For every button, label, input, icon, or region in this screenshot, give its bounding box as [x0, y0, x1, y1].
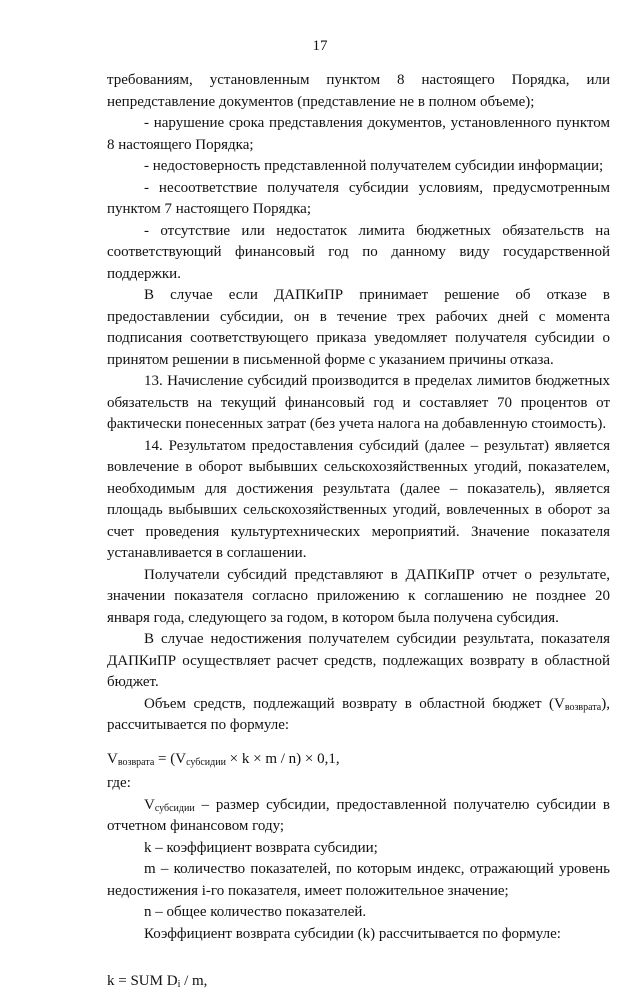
subscript: субсидии — [186, 756, 226, 768]
formula-symbol: V — [144, 796, 155, 813]
subscript: возврата — [117, 756, 155, 768]
paragraph: - нарушение срока представления документов, установленного пунктом 8 настоящего Порядка; — [107, 115, 610, 153]
paragraph: 13. Начисление субсидий производится в пределах лимитов бюджетных обязательств на текущий финансовый год и составляет 70 процентов от фактически понесенных затрат (без учета налога на добавленную стоимость). — [107, 373, 610, 432]
subscript: субсидии — [154, 802, 195, 814]
formula-return — [107, 749, 610, 771]
paragraph: - недостоверность представленной получателем субсидии информации; — [144, 158, 604, 174]
paragraph: Коэффициент возврата субсидии (k) рассчитывается по формуле: — [144, 925, 561, 942]
paragraph: - отсутствие или недостаток лимита бюджетных обязательств на соответствующий финансовый год по данному виду государственной поддержки. — [107, 222, 610, 282]
document-body — [107, 70, 610, 993]
paragraph: требованиям, установленным пунктом 8 настоящего Порядка, или непредставление документов (представление не в полном объеме); — [107, 72, 610, 110]
definition: m – количество показателей, по которым индекс, отражающий уровень недостижения i-го показателя, имеет положительное значение; — [107, 861, 610, 899]
paragraph: - несоответствие получателя субсидии условиям, предусмотренным пунктом 7 настоящего Порядка; — [107, 179, 610, 217]
definition: k – коэффициент возврата субсидии; — [144, 839, 378, 856]
subscript: возврата — [564, 701, 602, 713]
paragraph — [107, 694, 610, 737]
definition: n – общее количество показателей. — [144, 904, 367, 920]
formula-text: / m, — [180, 973, 208, 989]
gde-label: где: — [107, 775, 131, 791]
paragraph: В случае недостижения получателем субсидии результата, показателя ДАПКиПР осуществляет расчет средств, подлежащих возврату в областной бюджет. — [107, 631, 610, 690]
formula-text: = (V — [154, 750, 187, 767]
formula-text: × k × m / n) × 0,1, — [225, 750, 340, 767]
formula-symbol: V — [107, 750, 118, 767]
paragraph-text: ), рассчитывается по формуле: — [107, 695, 610, 733]
paragraph: Получатели субсидий представляют в ДАПКиПР отчет о результате, значении показателя согласно приложению к соглашению не позднее 20 января года, следующего за годом, в котором была получена субсидия. — [107, 566, 610, 626]
paragraph: В случае если ДАПКиПР принимает решение об отказе в предоставлении субсидии, он в течение трех рабочих дней с момента подписания соответствующего приказа уведомляет получателя субсидии о принятом решении в письменной форме с указанием причины отказа. — [107, 287, 610, 368]
paragraph: 14. Результатом предоставления субсидий (далее – результат) является вовлечение в оборот выбывших сельскохозяйственных угодий, показателем, необходимым для достижения результата (далее – показатель), является площадь выбывших сельскохозяйственных угодий, вовлеченных в оборот за счет проведения культуртехнических мероприятий. Значение показателя устанавливается в соглашении. — [107, 437, 610, 561]
formula-coefficient — [107, 971, 610, 993]
definition — [107, 795, 610, 838]
paragraph-text: Объем средств, подлежащий возврату в областной бюджет (V — [144, 695, 565, 712]
subscript: i — [177, 979, 181, 990]
formula-text: k = SUM D — [107, 973, 178, 989]
definition-text: – размер субсидии, предоставленной получателю субсидии в отчетном финансовом году; — [107, 796, 610, 834]
page-number: 17 — [312, 38, 328, 54]
